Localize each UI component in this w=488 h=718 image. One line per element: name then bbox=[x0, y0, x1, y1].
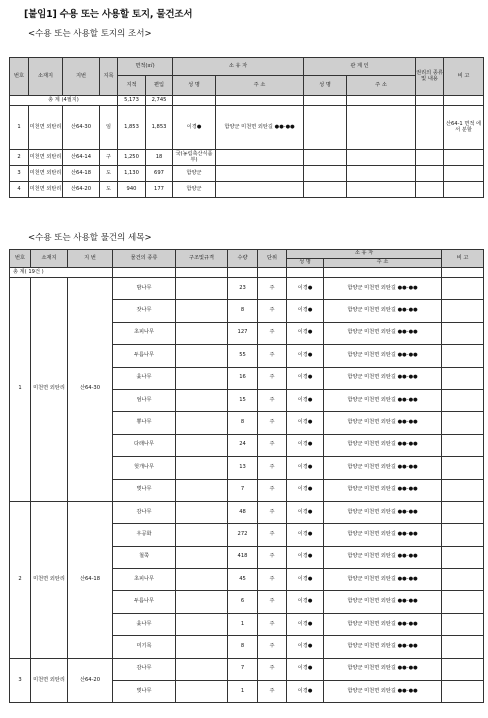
goods-cell-addr: 함양군 미천면 외탄길 ●●-●● bbox=[324, 524, 442, 546]
goods-cell-addr: 함양군 미천면 외탄길 ●●-●● bbox=[324, 322, 442, 344]
goods-cell-owner: 이경● bbox=[287, 501, 324, 523]
land-cell-addr bbox=[216, 150, 304, 166]
land-cell-rel-name bbox=[304, 106, 347, 150]
land-header-owner: 소 유 자 bbox=[173, 58, 304, 76]
land-cell-category: 임 bbox=[100, 106, 118, 150]
land-cell-rel-addr bbox=[347, 182, 416, 198]
goods-header-spec: 구조및규격 bbox=[176, 250, 228, 268]
goods-cell-addr: 함양군 미천면 외탄길 ●●-●● bbox=[324, 681, 442, 703]
goods-row bbox=[10, 658, 484, 680]
goods-cell-owner: 이경● bbox=[287, 367, 324, 389]
land-subtitle: <수용 또는 사용할 토지의 조서> bbox=[28, 29, 152, 39]
goods-cell-qty: 24 bbox=[228, 434, 258, 456]
goods-cell-kind: 두릅나무 bbox=[113, 345, 176, 367]
land-cell-rel-addr bbox=[347, 150, 416, 166]
goods-cell-spec bbox=[176, 681, 228, 703]
goods-cell-remarks bbox=[442, 389, 484, 411]
land-cell-area-total: 1,250 bbox=[118, 150, 146, 166]
goods-cell-owner: 이경● bbox=[287, 389, 324, 411]
goods-cell-owner: 이경● bbox=[287, 457, 324, 479]
goods-cell-remarks bbox=[442, 524, 484, 546]
goods-cell-kind: 초피나무 bbox=[113, 569, 176, 591]
land-total-area: 5,173 bbox=[118, 96, 146, 106]
goods-cell-qty: 55 bbox=[228, 345, 258, 367]
land-cell-category: 도 bbox=[100, 166, 118, 182]
goods-cell-unit: 주 bbox=[258, 367, 287, 389]
goods-cell-kind: 초피나무 bbox=[113, 322, 176, 344]
goods-cell-kind: 엄나무 bbox=[113, 389, 176, 411]
goods-cell-unit: 주 bbox=[258, 412, 287, 434]
goods-cell-qty: 48 bbox=[228, 501, 258, 523]
goods-cell-location: 미천면 외탄리 bbox=[31, 278, 68, 502]
land-cell-area-incl: 177 bbox=[146, 182, 173, 198]
goods-cell-owner: 이경● bbox=[287, 569, 324, 591]
land-cell-lot: 산64-30 bbox=[63, 106, 100, 150]
goods-cell-kind: 감나무 bbox=[113, 658, 176, 680]
land-cell-remarks: 산64-1 면적 에서 분할 bbox=[444, 106, 484, 150]
land-cell-rights bbox=[416, 166, 444, 182]
goods-cell-lot: 산64-20 bbox=[68, 658, 113, 703]
goods-cell-owner: 이경● bbox=[287, 434, 324, 456]
goods-cell-spec bbox=[176, 569, 228, 591]
goods-cell-spec bbox=[176, 322, 228, 344]
land-header-lot: 지번 bbox=[63, 58, 100, 96]
goods-cell-kind: 밤나무 bbox=[113, 278, 176, 300]
goods-cell-spec bbox=[176, 613, 228, 635]
goods-cell-remarks bbox=[442, 613, 484, 635]
land-cell-area-total: 1,130 bbox=[118, 166, 146, 182]
goods-cell-addr: 함양군 미천면 외탄길 ●●-●● bbox=[324, 389, 442, 411]
land-cell-lot: 산64-20 bbox=[63, 182, 100, 198]
land-cell-owner: 함양군 bbox=[173, 166, 216, 182]
goods-header-kind: 물건의 종류 bbox=[113, 250, 176, 268]
goods-cell-remarks bbox=[442, 322, 484, 344]
goods-cell-unit: 주 bbox=[258, 479, 287, 501]
goods-cell-qty: 8 bbox=[228, 300, 258, 322]
goods-cell-spec bbox=[176, 636, 228, 658]
land-cell-addr: 함양군 미천면 외탄길 ●●-●● bbox=[216, 106, 304, 150]
goods-row bbox=[10, 501, 484, 523]
goods-cell-kind: 뽕나무 bbox=[113, 412, 176, 434]
goods-cell-lot: 산64-18 bbox=[68, 501, 113, 658]
land-cell-location: 미천면 외탄리 bbox=[29, 166, 63, 182]
land-cell-remarks bbox=[444, 166, 484, 182]
goods-cell-owner: 이경● bbox=[287, 658, 324, 680]
land-cell-rights bbox=[416, 182, 444, 198]
goods-cell-spec bbox=[176, 345, 228, 367]
goods-cell-location: 미천면 외탄리 bbox=[31, 658, 68, 703]
goods-cell-qty: 13 bbox=[228, 457, 258, 479]
goods-cell-qty: 8 bbox=[228, 636, 258, 658]
land-header-owner-addr: 주 소 bbox=[216, 76, 304, 96]
goods-cell-addr: 함양군 미천면 외탄길 ●●-●● bbox=[324, 479, 442, 501]
goods-table bbox=[9, 249, 484, 703]
land-cell-addr bbox=[216, 182, 304, 198]
land-cell-location: 미천면 외탄리 bbox=[29, 182, 63, 198]
land-row bbox=[10, 150, 484, 166]
land-total-label: 총 계 (4필지) bbox=[10, 96, 118, 106]
goods-cell-addr: 함양군 미천면 외탄길 ●●-●● bbox=[324, 658, 442, 680]
goods-cell-addr: 함양군 미천면 외탄길 ●●-●● bbox=[324, 591, 442, 613]
goods-cell-remarks bbox=[442, 367, 484, 389]
land-header-owner-name: 성 명 bbox=[173, 76, 216, 96]
goods-cell-kind: 옻나무 bbox=[113, 613, 176, 635]
goods-cell-qty: 45 bbox=[228, 569, 258, 591]
goods-cell-kind: 벚나무 bbox=[113, 479, 176, 501]
land-cell-area-incl: 697 bbox=[146, 166, 173, 182]
goods-cell-owner: 이경● bbox=[287, 479, 324, 501]
goods-cell-owner: 이경● bbox=[287, 345, 324, 367]
goods-cell-addr: 함양군 미천면 외탄길 ●●-●● bbox=[324, 613, 442, 635]
goods-cell-remarks bbox=[442, 658, 484, 680]
land-cell-no: 4 bbox=[10, 182, 29, 198]
land-cell-owner: 함양군 bbox=[173, 182, 216, 198]
land-cell-lot: 산64-14 bbox=[63, 150, 100, 166]
land-cell-addr bbox=[216, 166, 304, 182]
goods-cell-owner: 이경● bbox=[287, 524, 324, 546]
goods-header-owner-name: 성 명 bbox=[287, 259, 324, 268]
land-header-related: 관 계 인 bbox=[304, 58, 416, 76]
goods-cell-spec bbox=[176, 479, 228, 501]
goods-cell-kind: 미기목 bbox=[113, 636, 176, 658]
goods-cell-addr: 함양군 미천면 외탄길 ●●-●● bbox=[324, 636, 442, 658]
land-header-area-incl: 편입 bbox=[146, 76, 173, 96]
land-row bbox=[10, 106, 484, 150]
goods-cell-remarks bbox=[442, 501, 484, 523]
goods-cell-owner: 이경● bbox=[287, 681, 324, 703]
land-cell-remarks bbox=[444, 150, 484, 166]
goods-header-owner-addr: 주 소 bbox=[324, 259, 442, 268]
goods-cell-addr: 함양군 미천면 외탄길 ●●-●● bbox=[324, 501, 442, 523]
goods-cell-remarks bbox=[442, 412, 484, 434]
goods-cell-qty: 15 bbox=[228, 389, 258, 411]
goods-cell-qty: 6 bbox=[228, 591, 258, 613]
land-table bbox=[9, 57, 484, 198]
goods-cell-qty: 1 bbox=[228, 613, 258, 635]
document-title: [붙임1] 수용 또는 사용할 토지, 물건조서 bbox=[24, 9, 193, 20]
land-cell-rel-name bbox=[304, 166, 347, 182]
land-row bbox=[10, 182, 484, 198]
goods-cell-owner: 이경● bbox=[287, 636, 324, 658]
goods-cell-remarks bbox=[442, 479, 484, 501]
land-header-no: 번호 bbox=[10, 58, 29, 96]
land-cell-rel-addr bbox=[347, 106, 416, 150]
goods-cell-addr: 함양군 미천면 외탄길 ●●-●● bbox=[324, 412, 442, 434]
goods-cell-spec bbox=[176, 591, 228, 613]
goods-cell-owner: 이경● bbox=[287, 278, 324, 300]
goods-cell-unit: 주 bbox=[258, 546, 287, 568]
goods-cell-addr: 함양군 미천면 외탄길 ●●-●● bbox=[324, 278, 442, 300]
goods-cell-unit: 주 bbox=[258, 524, 287, 546]
goods-cell-qty: 7 bbox=[228, 658, 258, 680]
goods-cell-unit: 주 bbox=[258, 434, 287, 456]
goods-cell-spec bbox=[176, 501, 228, 523]
land-cell-no: 1 bbox=[10, 106, 29, 150]
goods-header-owner: 소 유 자 bbox=[287, 250, 442, 259]
land-header-rights: 권리의 종류 및 내용 bbox=[416, 58, 444, 96]
goods-cell-qty: 272 bbox=[228, 524, 258, 546]
goods-cell-addr: 함양군 미천면 외탄길 ●●-●● bbox=[324, 300, 442, 322]
goods-cell-spec bbox=[176, 434, 228, 456]
goods-cell-qty: 418 bbox=[228, 546, 258, 568]
land-row bbox=[10, 166, 484, 182]
goods-cell-unit: 주 bbox=[258, 457, 287, 479]
goods-header-lot: 지 번 bbox=[68, 250, 113, 268]
goods-cell-unit: 주 bbox=[258, 613, 287, 635]
goods-cell-unit: 주 bbox=[258, 345, 287, 367]
goods-cell-kind: 다래나무 bbox=[113, 434, 176, 456]
goods-cell-no: 3 bbox=[10, 658, 31, 703]
land-cell-no: 3 bbox=[10, 166, 29, 182]
goods-cell-lot: 산64-30 bbox=[68, 278, 113, 502]
goods-subtitle: <수용 또는 사용할 물건의 세목> bbox=[28, 233, 152, 243]
goods-cell-owner: 이경● bbox=[287, 300, 324, 322]
land-header-rel-name: 성 명 bbox=[304, 76, 347, 96]
land-cell-location: 미천면 외탄리 bbox=[29, 150, 63, 166]
goods-cell-owner: 이경● bbox=[287, 322, 324, 344]
goods-cell-remarks bbox=[442, 681, 484, 703]
land-cell-rights bbox=[416, 106, 444, 150]
land-cell-location: 미천면 외탄리 bbox=[29, 106, 63, 150]
goods-cell-remarks bbox=[442, 300, 484, 322]
goods-cell-remarks bbox=[442, 636, 484, 658]
land-header-remarks: 비 고 bbox=[444, 58, 484, 96]
land-header-category: 지목 bbox=[100, 58, 118, 96]
land-cell-area-incl: 18 bbox=[146, 150, 173, 166]
goods-cell-spec bbox=[176, 412, 228, 434]
goods-cell-addr: 함양군 미천면 외탄길 ●●-●● bbox=[324, 345, 442, 367]
goods-cell-owner: 이경● bbox=[287, 412, 324, 434]
goods-cell-kind: 두릅나무 bbox=[113, 591, 176, 613]
goods-cell-unit: 주 bbox=[258, 322, 287, 344]
goods-total-label: 총 계( 19건 ) bbox=[10, 268, 113, 278]
land-cell-category: 구 bbox=[100, 150, 118, 166]
land-cell-area-incl: 1,853 bbox=[146, 106, 173, 150]
goods-cell-kind: 벚나무 bbox=[113, 681, 176, 703]
goods-cell-qty: 16 bbox=[228, 367, 258, 389]
goods-cell-unit: 주 bbox=[258, 278, 287, 300]
goods-cell-remarks bbox=[442, 457, 484, 479]
goods-cell-remarks bbox=[442, 434, 484, 456]
goods-cell-kind: 옻나무 bbox=[113, 367, 176, 389]
goods-header-remarks: 비 고 bbox=[442, 250, 484, 268]
goods-cell-kind: 감나무 bbox=[113, 501, 176, 523]
land-cell-category: 도 bbox=[100, 182, 118, 198]
goods-cell-owner: 이경● bbox=[287, 546, 324, 568]
goods-cell-unit: 주 bbox=[258, 501, 287, 523]
goods-cell-no: 2 bbox=[10, 501, 31, 658]
goods-cell-location: 미천면 외탄리 bbox=[31, 501, 68, 658]
goods-cell-no: 1 bbox=[10, 278, 31, 502]
goods-cell-unit: 주 bbox=[258, 389, 287, 411]
goods-cell-kind: 잣나무 bbox=[113, 300, 176, 322]
goods-cell-unit: 주 bbox=[258, 300, 287, 322]
goods-cell-remarks bbox=[442, 345, 484, 367]
goods-cell-addr: 함양군 미천면 외탄길 ●●-●● bbox=[324, 434, 442, 456]
land-cell-owner: 이경● bbox=[173, 106, 216, 150]
goods-cell-remarks bbox=[442, 569, 484, 591]
land-cell-area-total: 940 bbox=[118, 182, 146, 198]
goods-cell-unit: 주 bbox=[258, 569, 287, 591]
goods-cell-qty: 1 bbox=[228, 681, 258, 703]
goods-cell-spec bbox=[176, 524, 228, 546]
land-cell-area-total: 1,853 bbox=[118, 106, 146, 150]
goods-cell-addr: 함양군 미천면 외탄길 ●●-●● bbox=[324, 546, 442, 568]
goods-cell-addr: 함양군 미천면 외탄길 ●●-●● bbox=[324, 367, 442, 389]
land-header-area-total: 지적 bbox=[118, 76, 146, 96]
goods-cell-unit: 주 bbox=[258, 658, 287, 680]
goods-cell-unit: 주 bbox=[258, 591, 287, 613]
land-cell-rights bbox=[416, 150, 444, 166]
goods-cell-kind: 철쭉 bbox=[113, 546, 176, 568]
goods-cell-qty: 8 bbox=[228, 412, 258, 434]
goods-cell-spec bbox=[176, 546, 228, 568]
goods-header-no: 번호 bbox=[10, 250, 31, 268]
land-header-location: 소재지 bbox=[29, 58, 63, 96]
land-cell-no: 2 bbox=[10, 150, 29, 166]
goods-cell-addr: 함양군 미천면 외탄길 ●●-●● bbox=[324, 457, 442, 479]
land-cell-rel-name bbox=[304, 182, 347, 198]
land-header-area: 면적(㎡) bbox=[118, 58, 173, 76]
goods-cell-qty: 127 bbox=[228, 322, 258, 344]
goods-cell-addr: 함양군 미천면 외탄길 ●●-●● bbox=[324, 569, 442, 591]
goods-cell-spec bbox=[176, 278, 228, 300]
land-total-incl: 2,745 bbox=[146, 96, 173, 106]
goods-cell-unit: 주 bbox=[258, 636, 287, 658]
land-cell-rel-addr bbox=[347, 166, 416, 182]
land-cell-lot: 산64-18 bbox=[63, 166, 100, 182]
goods-cell-spec bbox=[176, 457, 228, 479]
goods-cell-qty: 7 bbox=[228, 479, 258, 501]
goods-cell-kind: 헛개나무 bbox=[113, 457, 176, 479]
land-header-rel-addr: 주 소 bbox=[347, 76, 416, 96]
land-cell-owner: 국(농림축산식품부) bbox=[173, 150, 216, 166]
goods-cell-remarks bbox=[442, 591, 484, 613]
goods-cell-owner: 이경● bbox=[287, 591, 324, 613]
goods-cell-qty: 23 bbox=[228, 278, 258, 300]
goods-cell-spec bbox=[176, 300, 228, 322]
goods-header-unit: 단위 bbox=[258, 250, 287, 268]
goods-cell-remarks bbox=[442, 546, 484, 568]
goods-cell-remarks bbox=[442, 278, 484, 300]
land-cell-remarks bbox=[444, 182, 484, 198]
goods-cell-spec bbox=[176, 389, 228, 411]
goods-cell-kind: 우공화 bbox=[113, 524, 176, 546]
goods-header-qty: 수량 bbox=[228, 250, 258, 268]
goods-cell-spec bbox=[176, 658, 228, 680]
goods-cell-spec bbox=[176, 367, 228, 389]
goods-header-location: 소재지 bbox=[31, 250, 68, 268]
goods-row bbox=[10, 278, 484, 300]
goods-cell-owner: 이경● bbox=[287, 613, 324, 635]
goods-cell-unit: 주 bbox=[258, 681, 287, 703]
land-cell-rel-name bbox=[304, 150, 347, 166]
